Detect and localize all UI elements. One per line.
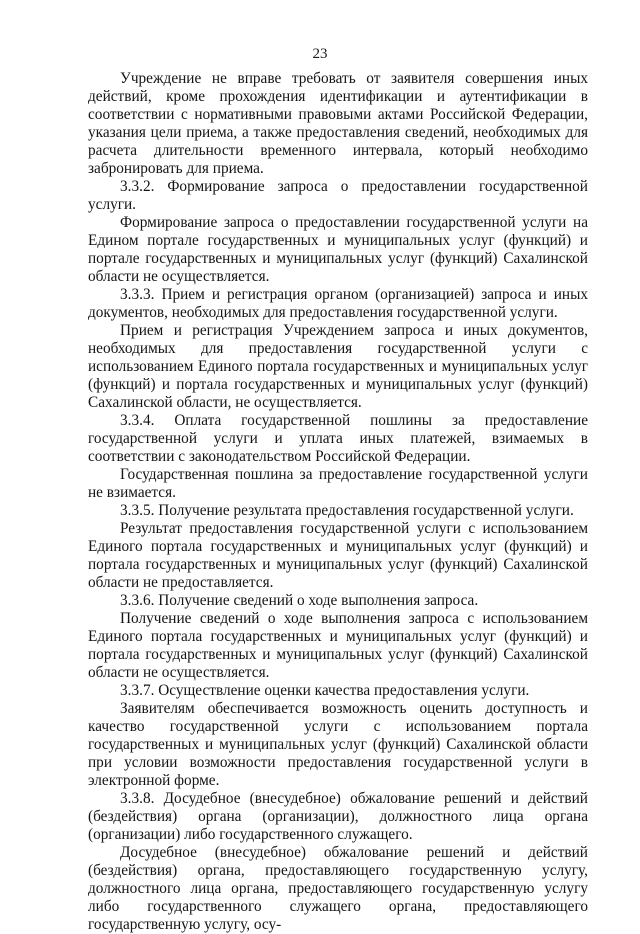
section-heading-3-3-6: 3.3.6. Получение сведений о ходе выполнения запроса. [120, 592, 479, 609]
section-heading-3-3-4: 3.3.4. Оплата государственной пошлины за предоставление государственной услуги и уплата иных платежей, взимаемых в соответствии с законодательством Российской Федерации. [88, 412, 588, 465]
paragraph-3-3-8: Досудебное (внесудебное) обжалование решений и действий (бездействия) органа, предоставляющего государственную услугу, должностного лица органа, предоставляющего государственную услугу либо государственного служащего органа, предоставляющего государственную услугу, осу- [88, 844, 588, 933]
section-heading-3-3-8: 3.3.8. Досудебное (внесудебное) обжалование решений и действий (бездействия) органа (организации), должностного лица органа (организации) либо государственного служащего. [88, 790, 588, 843]
section-heading-3-3-7: 3.3.7. Осуществление оценки качества предоставления услуги. [120, 682, 530, 699]
section-heading-3-3-5: 3.3.5. Получение результата предоставления государственной услуги. [120, 502, 574, 519]
paragraph-3-3-6: Получение сведений о ходе выполнения запроса с использованием Единого портала государственных и муниципальных услуг (функций) и портала государственных и муниципальных услуг (функций) Сахалинской области не осуществляется. [88, 610, 588, 681]
paragraph-3-3-7: Заявителям обеспечивается возможность оценить доступность и качество государственной услуги с использованием портала государственных и муниципальных услуг (функций) Сахалинской области при условии возможности предоставления государственной услуги в электронной форме. [88, 700, 588, 789]
paragraph-3-3-4: Государственная пошлина за предоставление государственной услуги не взимается. [88, 466, 588, 501]
paragraph-intro: Учреждение не вправе требовать от заявителя совершения иных действий, кроме прохождения идентификации и аутентификации в соответствии с нормативными правовыми актами Российской Федерации, указания цели приема, а также предоставления сведений, необходимых для расчета длительности временного интервала, который необходимо забронировать для приема. [88, 70, 588, 177]
page-number: 23 [312, 46, 328, 62]
document-body [88, 70, 588, 934]
paragraph-3-3-5: Результат предоставления государственной услуги с использованием Единого портала государственных и муниципальных услуг (функций) и портала государственных и муниципальных услуг (функций) Сахалинской области не предоставляется. [88, 520, 588, 591]
section-heading-3-3-2: 3.3.2. Формирование запроса о предоставлении государственной услуги. [88, 178, 588, 213]
paragraph-3-3-2: Формирование запроса о предоставлении государственной услуги на Едином портале государственных и муниципальных услуг (функций) и портале государственных и муниципальных услуг (функций) Сахалинской области не осуществляется. [88, 214, 588, 285]
section-heading-3-3-3: 3.3.3. Прием и регистрация органом (организацией) запроса и иных документов, необходимых для предоставления государственной услуги. [88, 286, 588, 321]
paragraph-3-3-3: Прием и регистрация Учреждением запроса и иных документов, необходимых для предоставления государственной услуги с использованием Единого портала государственных и муниципальных услуг (функций) и портала государственных и муниципальных услуг (функций) Сахалинской области, не осуществляется. [88, 322, 588, 411]
